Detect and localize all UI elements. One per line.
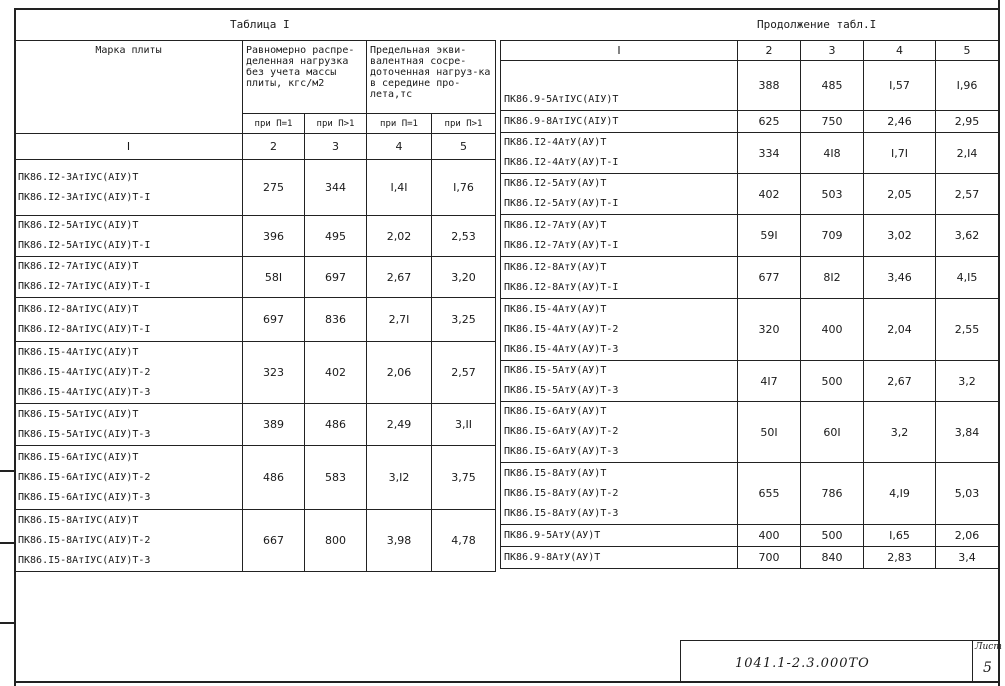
value-cell: 486 xyxy=(243,446,305,510)
value-cell: 840 xyxy=(801,547,864,569)
value-cell: 583 xyxy=(305,446,367,510)
value-cell: 2,57 xyxy=(936,174,999,215)
mark-cell xyxy=(15,298,243,342)
value-cell: 697 xyxy=(243,298,305,342)
value-cell: 388 xyxy=(738,61,801,111)
mark-cell xyxy=(15,404,243,446)
plate-mark: ПК86.I5-4АтУ(АУ)Т xyxy=(504,303,607,315)
value-cell: 60I xyxy=(801,402,864,463)
value-cell: 3,84 xyxy=(936,402,999,463)
plate-mark: ПК86.I2-7АтIУС(АIУ)Т xyxy=(18,261,139,272)
column-number: 5 xyxy=(936,41,999,61)
plate-mark: ПК86.I5-5АтУ(АУ)Т xyxy=(504,365,607,376)
table-row xyxy=(15,216,496,257)
mark-cell xyxy=(501,463,738,525)
plate-mark: ПК86.9-5АтIУС(АIУ)Т xyxy=(504,94,619,105)
table-row xyxy=(501,61,999,111)
value-cell: 334 xyxy=(738,133,801,174)
value-cell: 786 xyxy=(801,463,864,525)
value-cell: 4I7 xyxy=(738,361,801,402)
plate-mark: ПК86.I2-3АтIУС(АIУ)Т xyxy=(18,171,139,183)
value-cell: 50I xyxy=(738,402,801,463)
plate-mark: ПК86.I2-7АтIУС(АIУ)Т-I xyxy=(18,281,151,292)
plate-mark: ПК86.I5-4АтIУС(АIУ)Т xyxy=(18,346,139,358)
mark-cell xyxy=(501,61,738,111)
value-cell: 655 xyxy=(738,463,801,525)
column-number: I xyxy=(15,134,243,160)
mark-cell xyxy=(15,160,243,216)
value-cell: 2,49 xyxy=(367,404,432,446)
subheader: при П>1 xyxy=(305,114,367,134)
mark-cell xyxy=(501,547,738,569)
plate-mark: ПК86.I5-5АтУ(АУ)Т-3 xyxy=(504,385,619,396)
plate-mark: ПК86.I5-5АтIУС(АIУ)Т xyxy=(18,408,139,420)
value-cell: 750 xyxy=(801,111,864,133)
table-row xyxy=(501,257,999,299)
mark-cell xyxy=(501,174,738,215)
table-row xyxy=(501,547,999,569)
value-cell: 697 xyxy=(305,257,367,298)
table-row xyxy=(15,160,496,216)
plate-mark: ПК86.9-5АтУ(АУ)Т xyxy=(504,529,601,541)
plate-mark: ПК86.I5-6АтУ(АУ)Т-2 xyxy=(504,426,619,437)
left-table-caption: Таблица I xyxy=(230,18,290,31)
plate-mark: ПК86.I5-8АтУ(АУ)Т-2 xyxy=(504,487,619,499)
value-cell: 4,I9 xyxy=(864,463,936,525)
value-cell: 2,55 xyxy=(936,299,999,361)
frame-top-border xyxy=(14,8,1000,10)
value-cell: 396 xyxy=(243,216,305,257)
plate-mark: ПК86.I2-5АтУ(АУ)Т xyxy=(504,178,607,189)
header-uniform-load: Равномерно распре-деленная нагрузка без учета массы плиты, кгс/м2 xyxy=(243,41,367,114)
value-cell: 2,46 xyxy=(864,111,936,133)
sheet-label: Лист xyxy=(975,642,1002,652)
mark-cell xyxy=(15,342,243,404)
plate-mark: ПК86.I5-4АтIУС(АIУ)Т-2 xyxy=(18,366,151,378)
column-number: 4 xyxy=(864,41,936,61)
value-cell: 503 xyxy=(801,174,864,215)
title-block-divider xyxy=(680,640,998,641)
plate-mark: ПК86.I2-5АтIУС(АIУ)Т-I xyxy=(18,240,151,251)
mark-cell xyxy=(501,402,738,463)
value-cell: 400 xyxy=(801,299,864,361)
mark-cell xyxy=(501,133,738,174)
plate-mark: ПК86.I2-8АтIУС(АIУ)Т-I xyxy=(18,323,151,335)
value-cell: 709 xyxy=(801,215,864,257)
plate-mark: ПК86.I2-8АтУ(АУ)Т-I xyxy=(504,281,619,293)
column-number: I xyxy=(501,41,738,61)
value-cell: 500 xyxy=(801,525,864,547)
value-cell: 2,06 xyxy=(367,342,432,404)
value-cell: 2,53 xyxy=(432,216,496,257)
value-cell: 800 xyxy=(305,510,367,572)
mark-cell xyxy=(15,257,243,298)
value-cell: 486 xyxy=(305,404,367,446)
plate-mark: ПК86.I5-5АтIУС(АIУ)Т-3 xyxy=(18,428,151,440)
value-cell: 323 xyxy=(243,342,305,404)
mark-cell xyxy=(501,299,738,361)
value-cell: 2,06 xyxy=(936,525,999,547)
value-cell: 3,62 xyxy=(936,215,999,257)
value-cell: 4,78 xyxy=(432,510,496,572)
plate-mark: ПК86.9-8АтУ(АУ)Т xyxy=(504,551,601,563)
value-cell: 59I xyxy=(738,215,801,257)
document-number: 1041.1-2.3.000ТО xyxy=(735,656,870,671)
value-cell: 3,25 xyxy=(432,298,496,342)
left-data-table xyxy=(14,40,496,572)
value-cell: I,7I xyxy=(864,133,936,174)
value-cell: 495 xyxy=(305,216,367,257)
value-cell: 320 xyxy=(738,299,801,361)
value-cell: 4I8 xyxy=(801,133,864,174)
margin-tick xyxy=(0,622,14,624)
value-cell: 2,02 xyxy=(367,216,432,257)
mark-cell xyxy=(501,215,738,257)
plate-mark: ПК86.I5-4АтIУС(АIУ)Т-3 xyxy=(18,386,151,398)
value-cell: 5,03 xyxy=(936,463,999,525)
table-row xyxy=(501,133,999,174)
value-cell: 3,I2 xyxy=(367,446,432,510)
table-row xyxy=(15,510,496,572)
column-number: 4 xyxy=(367,134,432,160)
plate-mark: ПК86.I5-6АтIУС(АIУ)Т-2 xyxy=(18,471,151,483)
title-block-divider xyxy=(680,640,681,682)
value-cell: 402 xyxy=(738,174,801,215)
value-cell: 344 xyxy=(305,160,367,216)
margin-tick xyxy=(0,542,14,544)
table-row xyxy=(15,298,496,342)
mark-cell xyxy=(501,361,738,402)
value-cell: 275 xyxy=(243,160,305,216)
value-cell: 58I xyxy=(243,257,305,298)
table-row xyxy=(501,463,999,525)
table-row xyxy=(15,404,496,446)
value-cell: 3,75 xyxy=(432,446,496,510)
value-cell: 8I2 xyxy=(801,257,864,299)
value-cell: 3,02 xyxy=(864,215,936,257)
table-row xyxy=(501,525,999,547)
plate-mark: ПК86.9-8АтIУС(АIУ)Т xyxy=(504,115,619,127)
plate-mark: ПК86.I5-8АтIУС(АIУ)Т xyxy=(18,514,139,526)
subheader: при П>1 xyxy=(432,114,496,134)
mark-cell xyxy=(15,216,243,257)
table-row xyxy=(501,215,999,257)
right-table-caption: Продолжение табл.I xyxy=(757,18,877,31)
plate-mark: ПК86.I2-8АтIУС(АIУ)Т xyxy=(18,303,139,315)
value-cell: 3,46 xyxy=(864,257,936,299)
value-cell: 2,05 xyxy=(864,174,936,215)
value-cell: 4,I5 xyxy=(936,257,999,299)
value-cell: 625 xyxy=(738,111,801,133)
column-number: 5 xyxy=(432,134,496,160)
table-row xyxy=(501,299,999,361)
column-number: 2 xyxy=(243,134,305,160)
value-cell: 667 xyxy=(243,510,305,572)
subheader: при П=1 xyxy=(243,114,305,134)
subheader: при П=1 xyxy=(367,114,432,134)
mark-cell xyxy=(501,525,738,547)
table-row xyxy=(15,342,496,404)
plate-mark: ПК86.I5-6АтIУС(АIУ)Т-3 xyxy=(18,491,151,503)
mark-cell xyxy=(501,257,738,299)
plate-mark: ПК86.I2-7АтУ(АУ)Т-I xyxy=(504,239,619,251)
value-cell: 2,67 xyxy=(864,361,936,402)
plate-mark: ПК86.I2-4АтУ(АУ)Т-I xyxy=(504,157,619,168)
value-cell: 400 xyxy=(738,525,801,547)
sheet-number: 5 xyxy=(983,660,992,676)
plate-mark: ПК86.I5-4АтУ(АУ)Т-3 xyxy=(504,343,619,355)
plate-mark: ПК86.I5-8АтIУС(АIУ)Т-2 xyxy=(18,534,151,546)
plate-mark: ПК86.I2-3АтIУС(АIУ)Т-I xyxy=(18,191,151,203)
right-data-table xyxy=(500,40,999,569)
value-cell: 2,57 xyxy=(432,342,496,404)
plate-mark: ПК86.I5-6АтУ(АУ)Т xyxy=(504,406,607,417)
plate-mark: ПК86.I2-4АтУ(АУ)Т xyxy=(504,137,607,148)
header-mark: Марка плиты xyxy=(15,41,243,134)
column-number: 3 xyxy=(305,134,367,160)
value-cell: 2,7I xyxy=(367,298,432,342)
table-row xyxy=(15,446,496,510)
value-cell: I,4I xyxy=(367,160,432,216)
plate-mark: ПК86.I5-4АтУ(АУ)Т-2 xyxy=(504,323,619,335)
value-cell: I,57 xyxy=(864,61,936,111)
value-cell: 3,98 xyxy=(367,510,432,572)
column-number: 2 xyxy=(738,41,801,61)
mark-cell xyxy=(15,446,243,510)
value-cell: 402 xyxy=(305,342,367,404)
value-cell: 2,I4 xyxy=(936,133,999,174)
value-cell: 2,67 xyxy=(367,257,432,298)
value-cell: 389 xyxy=(243,404,305,446)
value-cell: 3,2 xyxy=(936,361,999,402)
plate-mark: ПК86.I2-5АтIУС(АIУ)Т xyxy=(18,220,139,231)
plate-mark: ПК86.I2-8АтУ(АУ)Т xyxy=(504,261,607,273)
plate-mark: ПК86.I5-8АтУ(АУ)Т-3 xyxy=(504,507,619,519)
mark-cell xyxy=(501,111,738,133)
plate-mark: ПК86.I5-8АтУ(АУ)Т xyxy=(504,467,607,479)
title-block-divider xyxy=(972,640,973,682)
value-cell: 485 xyxy=(801,61,864,111)
plate-mark: ПК86.I2-7АтУ(АУ)Т xyxy=(504,219,607,231)
value-cell: 2,95 xyxy=(936,111,999,133)
value-cell: 3,20 xyxy=(432,257,496,298)
table-row xyxy=(501,402,999,463)
value-cell: 3,4 xyxy=(936,547,999,569)
margin-tick xyxy=(0,470,14,472)
value-cell: 2,04 xyxy=(864,299,936,361)
plate-mark: ПК86.I5-8АтIУС(АIУ)Т-3 xyxy=(18,554,151,566)
value-cell: 3,2 xyxy=(864,402,936,463)
plate-mark: ПК86.I2-5АтУ(АУ)Т-I xyxy=(504,198,619,209)
plate-mark: ПК86.I5-6АтУ(АУ)Т-3 xyxy=(504,446,619,457)
header-concentrated-load: Предельная экви-валентная сосре-доточенная нагруз-ка в середине про-лета,тс xyxy=(367,41,496,114)
value-cell: I,65 xyxy=(864,525,936,547)
value-cell: 836 xyxy=(305,298,367,342)
value-cell: 677 xyxy=(738,257,801,299)
value-cell: I,96 xyxy=(936,61,999,111)
table-row xyxy=(501,361,999,402)
table-row xyxy=(501,111,999,133)
table-row xyxy=(501,174,999,215)
value-cell: 500 xyxy=(801,361,864,402)
table-row xyxy=(15,257,496,298)
value-cell: I,76 xyxy=(432,160,496,216)
value-cell: 2,83 xyxy=(864,547,936,569)
plate-mark: ПК86.I5-6АтIУС(АIУ)Т xyxy=(18,451,139,463)
mark-cell xyxy=(15,510,243,572)
column-number: 3 xyxy=(801,41,864,61)
value-cell: 3,II xyxy=(432,404,496,446)
value-cell: 700 xyxy=(738,547,801,569)
